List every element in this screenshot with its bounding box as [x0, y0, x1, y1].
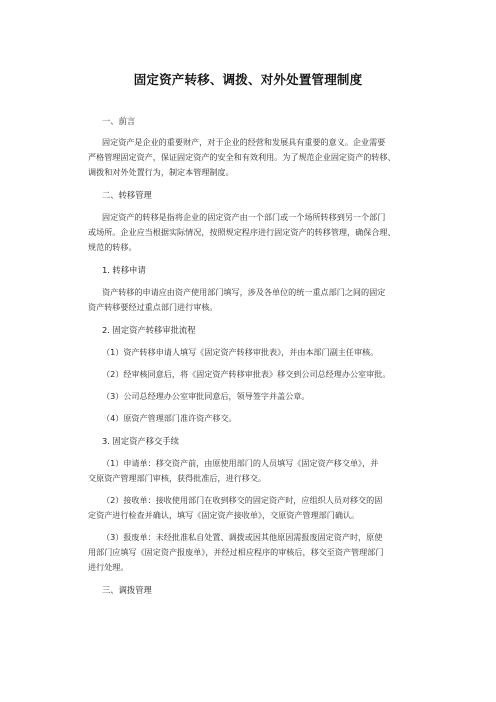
list-item: （1）资产转移申请人填写《固定资产转移审批表》，并由本部门副主任审核。 — [102, 347, 379, 357]
list-item-continuation: 交原资产管理部门审核，获得批准后，进行移交。 — [88, 473, 267, 483]
list-item: （1）申请单：移交资产前，由原使用部门的人员填写《固定资产移交单》，并 — [102, 458, 379, 468]
paragraph-line: 资产转移的申请应由资产使用部门填写，涉及各单位的统一重点部门之间的固定 — [102, 287, 386, 297]
list-item-continuation: 定资产进行检查并确认，填写《固定资产接收单》，交原资产管理部门确认。 — [88, 510, 360, 520]
document-title: 固定资产转移、调拨、对外处置管理制度 — [133, 72, 363, 87]
paragraph-line: 固定资产的转移是指将企业的固定资产由一个部门或一个场所转移到另一个部门 — [102, 212, 386, 222]
paragraph-line: 规范的转移。 — [88, 242, 137, 252]
list-item: （3）公司总经理办公室审批同意后，领导签字并盖公章。 — [102, 391, 310, 401]
subheading-approval-process: 2. 固定资产转移审批流程 — [102, 325, 196, 335]
paragraph-line: 资产转移要经过重点部门进行审核。 — [88, 302, 218, 312]
list-item: （2）接收单：接收使用部门在收到移交的固定资产时，应组织人员对移交的固 — [102, 495, 383, 505]
paragraph-line: 调拨和对外处置行为，制定本管理制度。 — [88, 167, 234, 177]
section-heading-allocation: 三、调拨管理 — [102, 585, 152, 595]
paragraph-line: 严格管理固定资产，保证固定资产的安全和有效利用。为了规范企业固定资产的转移、 — [88, 152, 396, 162]
section-heading-preface: 一、前言 — [102, 116, 136, 126]
list-item: （3）报废单：未经批准私自处置、调拨或因其他原因需报废固定资产时，原使 — [102, 532, 383, 542]
subheading-handover-procedure: 3. 固定资产移交手续 — [102, 436, 179, 446]
list-item-continuation: 进行处理。 — [88, 562, 129, 572]
list-item: （4）原资产管理部门准许资产移交。 — [102, 413, 237, 423]
paragraph-line: 或场所。企业应当根据实际情况，按照规定程序进行固定资产的转移管理，确保合理、 — [88, 227, 396, 237]
section-heading-transfer: 二、转移管理 — [102, 190, 152, 200]
list-item-continuation: 用部门应填写《固定资产报废单》，并经过相应程序的审核后，移交至资产管理部门 — [88, 547, 384, 557]
paragraph-line: 固定资产是企业的重要财产，对于企业的经营和发展具有重要的意义。企业需要 — [102, 137, 386, 147]
list-item: （2）经审核同意后，将《固定资产转移审批表》移交到公司总经理办公室审批。 — [102, 369, 391, 379]
subheading-transfer-application: 1. 转移申请 — [102, 265, 146, 275]
